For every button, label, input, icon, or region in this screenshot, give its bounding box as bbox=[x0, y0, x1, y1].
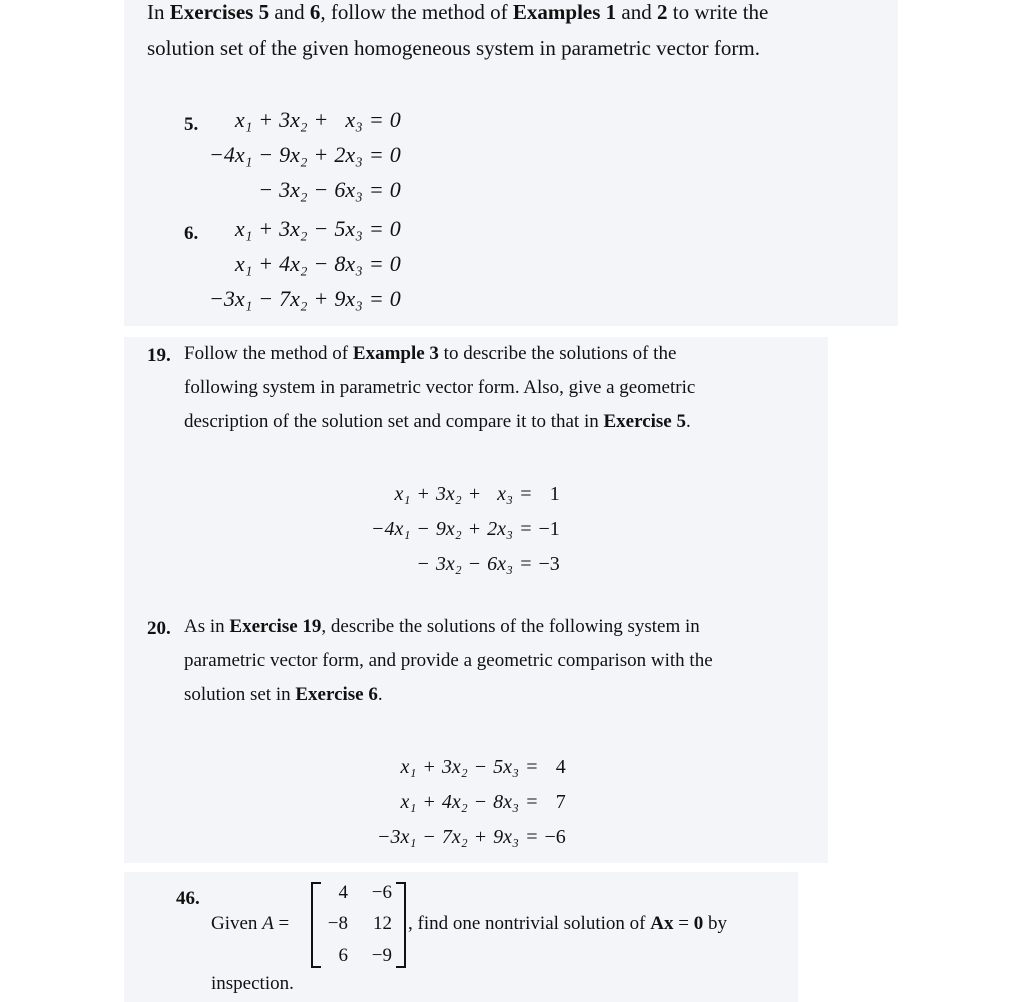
equation-row: − 3x₂ − 6x₃ = 0 bbox=[258, 176, 401, 202]
exercise-19-system bbox=[368, 477, 563, 582]
equation-row: x₁ + 3x₂ − 5x₃ = 4 bbox=[400, 756, 566, 778]
matrix-entry: −6 bbox=[371, 882, 392, 903]
matrix-entry: 12 bbox=[373, 913, 392, 934]
exercise-20-number: 20. bbox=[147, 618, 171, 639]
intro-line-1 bbox=[147, 0, 768, 25]
equation-row: − 3x₂ − 6x₃ = −3 bbox=[416, 553, 560, 575]
exercise-20-line-2: parametric vector form, and provide a geometric comparison with the bbox=[184, 650, 713, 671]
exercise-20-line-1: As in Exercise 19, describe the solutions of the following system in bbox=[184, 616, 700, 637]
exercise-6-number: 6. bbox=[184, 223, 199, 244]
intro-line-2: solution set of the given homogeneous system in parametric vector form. bbox=[147, 36, 760, 60]
ref-example-3: Example 3 bbox=[352, 343, 439, 364]
exercise-19-line-3: description of the solution set and compare it to that in Exercise 5. bbox=[184, 411, 691, 432]
ax-bold: Ax bbox=[650, 913, 674, 934]
equation-row: x₁ + 3x₂ − 5x₃ = 0 bbox=[234, 215, 401, 241]
matrix-left-bracket bbox=[311, 882, 321, 968]
exercise-20-system bbox=[374, 750, 569, 855]
intro-text: to write the bbox=[667, 0, 769, 24]
ref-exercise-5: Exercise 5 bbox=[603, 411, 686, 432]
intro-text: and bbox=[616, 0, 657, 24]
intro-text: , follow the method of bbox=[320, 0, 513, 24]
equation-row: −3x₁ − 7x₂ + 9x₃ = 0 bbox=[209, 285, 401, 311]
equation-row: −3x₁ − 7x₂ + 9x₃ = −6 bbox=[377, 826, 566, 848]
exercise-19-line-1: Follow the method of Example 3 to describe the solutions of the bbox=[184, 343, 677, 364]
exercise-46-text: , find one nontrivial solution of Ax = 0 by bbox=[408, 913, 727, 934]
ref-2: 2 bbox=[656, 0, 668, 24]
equation-row: x₁ + 4x₂ − 8x₃ = 0 bbox=[234, 250, 401, 276]
exercise-20-line-3: solution set in Exercise 6. bbox=[184, 684, 383, 705]
matrix-name: A bbox=[262, 913, 274, 934]
ref-exercises-5: Exercises 5 bbox=[169, 0, 270, 24]
exercise-46-given: Given A = bbox=[211, 913, 290, 934]
ref-exercise-6: Exercise 6 bbox=[295, 684, 378, 705]
matrix-entry: 6 bbox=[338, 945, 348, 966]
equation-row: x₁ + 3x₂ + x₃ = 1 bbox=[394, 483, 560, 505]
exercise-19-number: 19. bbox=[147, 345, 171, 366]
exercise-6-system bbox=[206, 211, 404, 316]
matrix-right-bracket bbox=[396, 882, 406, 968]
ref-examples-1: Examples 1 bbox=[512, 0, 617, 24]
exercise-19-line-2: following system in parametric vector form. Also, give a geometric bbox=[184, 377, 696, 398]
intro-text: In bbox=[147, 0, 170, 24]
ref-exercise-19: Exercise 19 bbox=[229, 616, 322, 637]
ref-6: 6 bbox=[309, 0, 321, 24]
matrix-entry: −8 bbox=[327, 913, 348, 934]
zero-vector: 0 bbox=[693, 913, 704, 934]
exercise-5-system bbox=[206, 102, 404, 207]
equation-row: x₁ + 4x₂ − 8x₃ = 7 bbox=[400, 791, 566, 813]
matrix-entry: 4 bbox=[338, 882, 348, 903]
exercise-46-line-2: inspection. bbox=[211, 973, 294, 994]
equation-row: −4x₁ − 9x₂ + 2x₃ = −1 bbox=[371, 518, 560, 540]
intro-text: and bbox=[269, 0, 310, 24]
exercise-5-number: 5. bbox=[184, 114, 199, 135]
matrix-entry: −9 bbox=[371, 945, 392, 966]
equation-row: x₁ + 3x₂ + x₃ = 0 bbox=[234, 106, 401, 132]
exercise-46-number: 46. bbox=[176, 888, 200, 909]
equation-row: −4x₁ − 9x₂ + 2x₃ = 0 bbox=[209, 141, 401, 167]
